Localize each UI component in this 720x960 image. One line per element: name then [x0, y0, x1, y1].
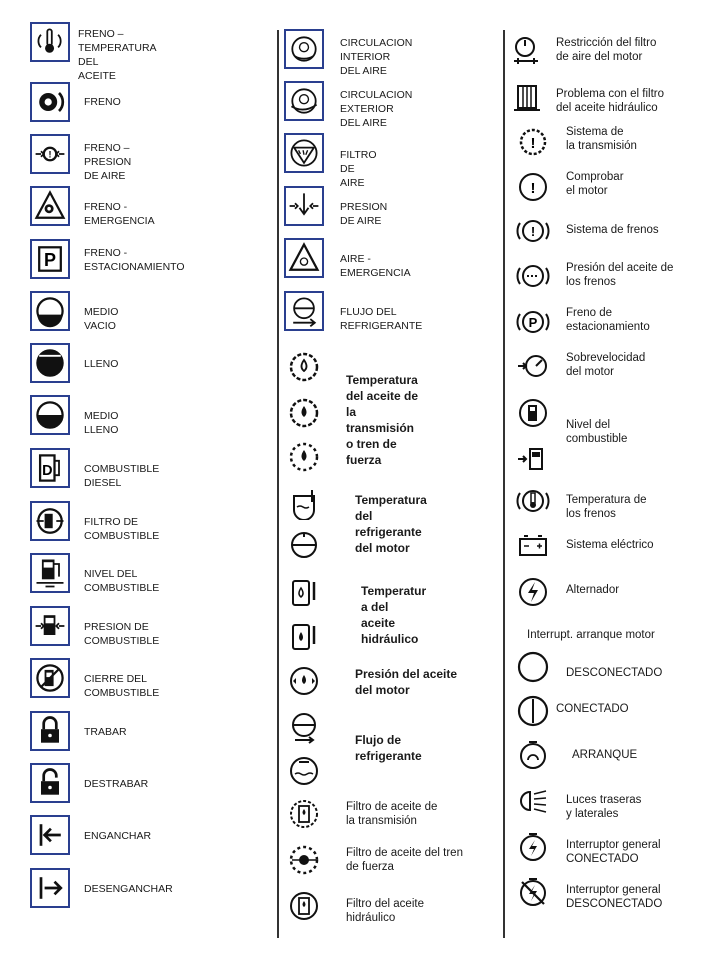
- legend-label: CONECTADO: [556, 703, 629, 715]
- ignition-start-icon: [516, 738, 550, 772]
- column-divider-left: [277, 30, 279, 938]
- brake-icon: [30, 82, 70, 122]
- column-divider-right: [503, 30, 505, 938]
- legend-label: FRENO: [84, 96, 121, 108]
- legend-label: Temperatura del aceite de la transmisión o tren de fuerza: [346, 373, 419, 467]
- legend-label: FRENO – PRESION DE AIRE: [84, 142, 132, 182]
- fuel-pressure-icon: [30, 606, 70, 646]
- outside-air-icon: [284, 81, 324, 121]
- fuel-level-icon: [30, 553, 70, 593]
- battery-icon: [516, 529, 550, 563]
- diesel-fuel-icon: [30, 448, 70, 488]
- coolant-flow-icon: [284, 291, 324, 331]
- legend-label: Restricción del filtro de aire del motor: [556, 37, 657, 63]
- legend-label: DESTRABAR: [84, 778, 149, 790]
- legend-label: PRESION DE COMBUSTIBLE: [84, 621, 160, 647]
- legend-label: Interruptor general CONECTADO: [566, 839, 661, 865]
- brake-temp-icon: [516, 484, 550, 518]
- hydraulic-temp-icon: [287, 576, 321, 610]
- half-full-icon: [30, 395, 70, 435]
- legend-label: FRENO – TEMPERATURA DEL ACEITE: [78, 28, 156, 82]
- legend-label: CIRCULACION EXTERIOR DEL AIRE: [340, 89, 413, 129]
- coolant-flow-round-icon: [287, 710, 321, 744]
- parking-brake-round-icon: [516, 305, 550, 339]
- air-emergency-icon: [284, 238, 324, 278]
- legend-label: Temperatura del refrigerante del motor: [355, 493, 427, 555]
- master-switch-off-icon: [516, 875, 550, 909]
- ignition-off-icon: [516, 650, 550, 684]
- legend-label: Presión del aceite del motor: [355, 667, 458, 697]
- brake-oil-pressure-icon: [516, 259, 550, 293]
- legend-label: Sistema de frenos: [566, 224, 659, 236]
- powertrain-oil-filter-icon: [287, 843, 321, 877]
- hydraulic-filter-problem-icon: [510, 80, 544, 114]
- engine-oil-pressure-icon: [287, 664, 321, 698]
- legend-label: LLENO: [84, 358, 119, 370]
- tail-side-lights-icon: [516, 784, 550, 818]
- brake-system-icon: [516, 214, 550, 248]
- engage-icon: [30, 815, 70, 855]
- svg-text:!: !: [530, 224, 536, 239]
- legend-label: CIRCULACION INTERIOR DEL AIRE: [340, 37, 413, 77]
- transmission-oil-temp-icon: [287, 350, 321, 384]
- check-engine-icon: [516, 170, 550, 204]
- legend-label: DESCONECTADO: [566, 667, 663, 679]
- legend-label: AIRE - EMERGENCIA: [340, 253, 411, 279]
- parking-brake-icon: [30, 239, 70, 279]
- fuel-filter-icon: [30, 501, 70, 541]
- lock-icon: [30, 711, 70, 751]
- legend-label: MEDIO VACIO: [84, 306, 119, 332]
- legend-label: FLUJO DEL REFRIGERANTE: [340, 306, 423, 332]
- air-filter-icon: [284, 133, 324, 173]
- legend-label: Filtro de aceite del tren de fuerza: [346, 847, 463, 873]
- legend-label: Temperatur a del aceite hidráulico: [361, 584, 427, 646]
- legend-label: FRENO - ESTACIONAMIENTO: [84, 247, 185, 273]
- alternator-icon: [516, 575, 550, 609]
- legend-label: ARRANQUE: [572, 749, 638, 761]
- svg-text:D: D: [42, 463, 53, 480]
- engine-overspeed-icon: [516, 349, 550, 383]
- full-icon: [30, 343, 70, 383]
- legend-label: ENGANCHAR: [84, 830, 152, 842]
- fuel-pump-icon: [516, 442, 550, 476]
- legend-label: NIVEL DEL COMBUSTIBLE: [84, 568, 160, 594]
- fuel-shutoff-icon: [30, 658, 70, 698]
- air-recirculation-icon: [284, 29, 324, 69]
- legend-label: Flujo de refrigerante: [355, 733, 422, 763]
- half-empty-icon: [30, 291, 70, 331]
- legend-label: Nivel del combustible: [566, 419, 628, 445]
- legend-label: DESENGANCHAR: [84, 883, 173, 895]
- legend-label: Filtro de aceite de la transmisión: [346, 801, 438, 827]
- legend-label: Alternador: [566, 584, 620, 596]
- legend-label: Freno de estacionamiento: [566, 307, 650, 333]
- legend-label: FILTRO DE AIRE: [340, 149, 377, 189]
- brake-emergency-icon: [30, 186, 70, 226]
- legend-label: Comprobar el motor: [566, 171, 624, 197]
- legend-label: Luces traseras y laterales: [566, 794, 642, 820]
- legend-label: Sistema de la transmisión: [566, 126, 637, 152]
- legend-label: FILTRO DE COMBUSTIBLE: [84, 516, 160, 542]
- legend-label: Presión del aceite de los frenos: [566, 262, 674, 288]
- hydraulic-oil-filter-icon: [287, 889, 321, 923]
- ignition-on-icon: [516, 694, 550, 728]
- legend-label: MEDIO LLENO: [84, 410, 119, 436]
- svg-text:!: !: [530, 135, 536, 152]
- engine-air-filter-restriction-icon: [510, 33, 544, 67]
- svg-text:P: P: [528, 315, 538, 330]
- master-switch-on-icon: [516, 830, 550, 864]
- legend-label: Sistema eléctrico: [566, 539, 654, 551]
- legend-label: CIERRE DEL COMBUSTIBLE: [84, 673, 160, 699]
- unlock-icon: [30, 763, 70, 803]
- svg-text:!: !: [48, 149, 52, 160]
- coolant-temp-icon: [287, 486, 321, 520]
- legend-label: Problema con el filtro del aceite hidráulico: [556, 88, 665, 114]
- powertrain-temp-icon: [287, 440, 321, 474]
- fuel-level-round-icon: [516, 396, 550, 430]
- hydraulic-oil-icon: [287, 620, 321, 654]
- svg-text:P: P: [43, 250, 57, 271]
- transmission-system-icon: [516, 125, 550, 159]
- disengage-icon: [30, 868, 70, 908]
- coolant-gauge-icon: [287, 528, 321, 562]
- legend-label: PRESION DE AIRE: [340, 201, 388, 227]
- legend-label: TRABAR: [84, 726, 127, 738]
- coolant-level-icon: [287, 754, 321, 788]
- air-pressure-icon: [284, 186, 324, 226]
- thermometer-brake-icon: [30, 22, 70, 62]
- legend-label: Temperatura de los frenos: [566, 494, 647, 520]
- legend-label: Sobrevelocidad del motor: [566, 352, 646, 378]
- section-header-ignition: Interrupt. arranque motor: [527, 629, 655, 641]
- transmission-oil-filter-icon: [287, 797, 321, 831]
- legend-label: COMBUSTIBLE DIESEL: [84, 463, 160, 489]
- legend-label: FRENO - EMERGENCIA: [84, 201, 155, 227]
- legend-label: Interruptor general DESCONECTADO: [566, 884, 663, 910]
- gear-thermometer-icon: [287, 396, 321, 430]
- legend-label: Filtro del aceite hidráulico: [346, 898, 424, 924]
- svg-text:!: !: [530, 180, 536, 197]
- brake-air-pressure-icon: [30, 134, 70, 174]
